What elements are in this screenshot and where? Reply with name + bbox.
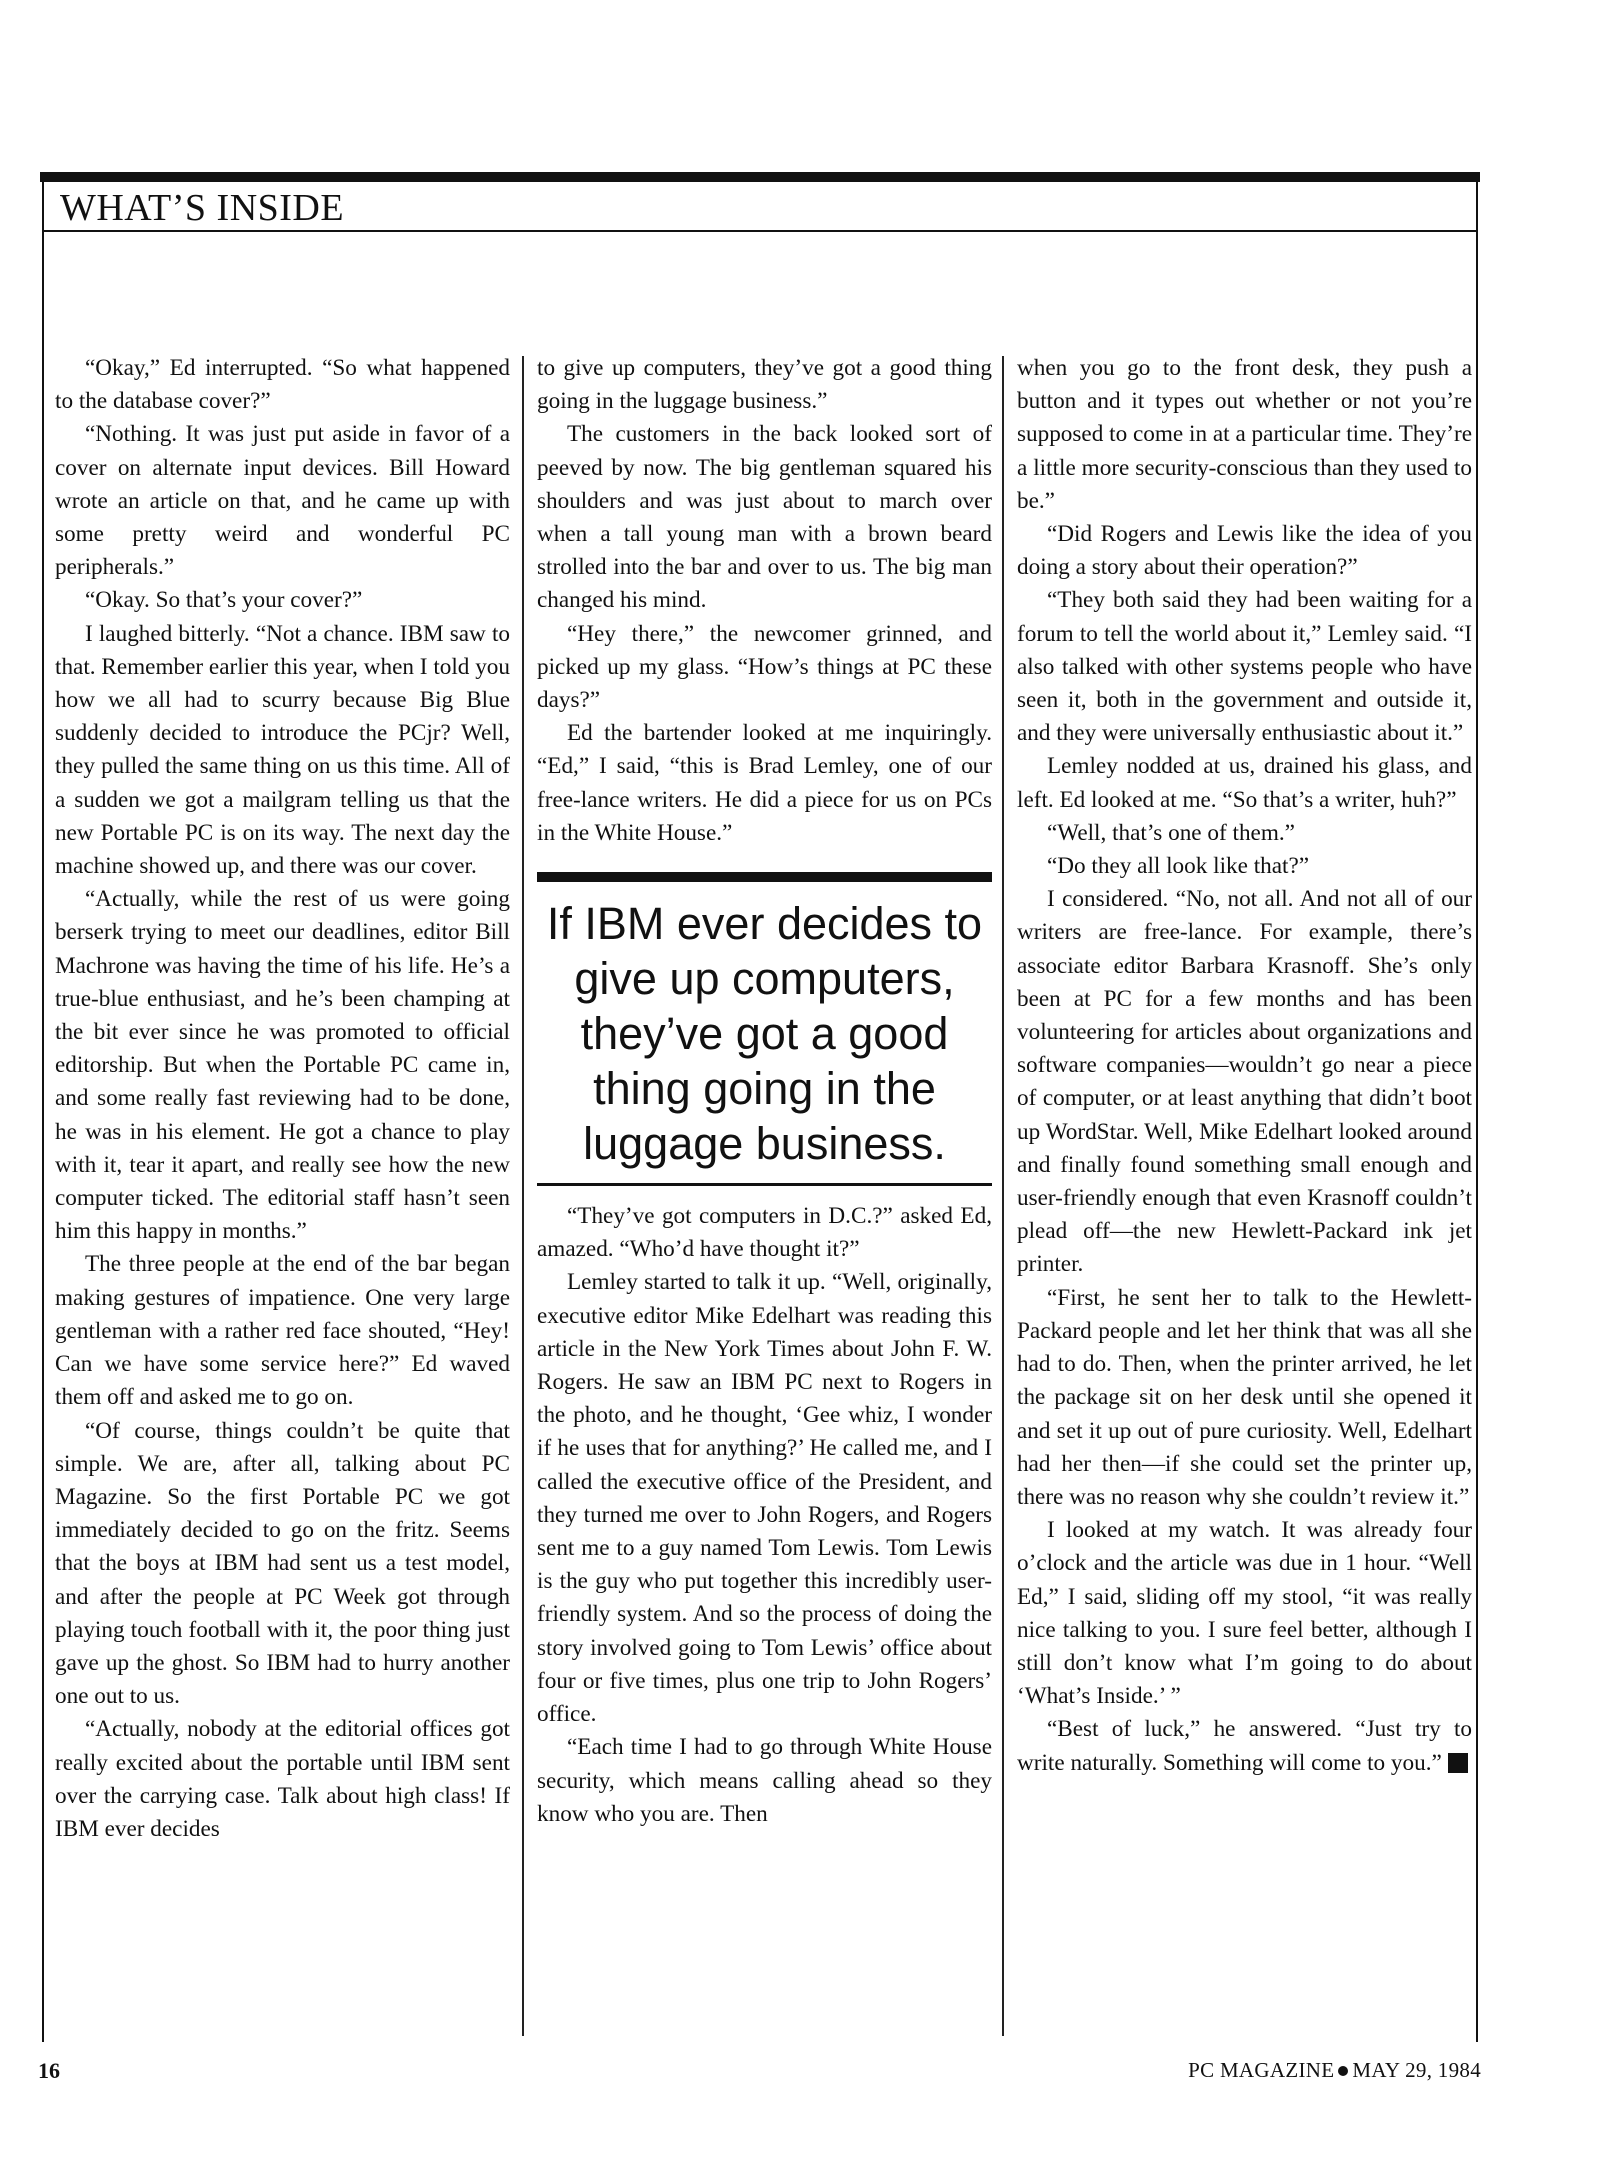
paragraph: Lemley nodded at us, drained his glass, and left. Ed looked at me. “So that’s a writer, huh?” bbox=[1017, 753, 1472, 813]
paragraph: “Each time I had to go through White House security, which means calling ahead so they know who you are. Then bbox=[537, 1734, 992, 1827]
paragraph: “Actually, while the rest of us were going berserk trying to meet our deadlines, editor Bill Machrone was having the time of his life. He’s a true-blue enthusiast, and he’s been champing at the bit ever since he was promoted to official editorship. But when the Portable PC came in, and some really fast reviewing had to be done, he was in his element. He got a chance to play with it, tear it apart, and really see how the new computer ticked. The editorial staff hasn’t seen him this happy in months.” bbox=[55, 886, 510, 1245]
paragraph: Ed the bartender looked at me inquiringly. “Ed,” I said, “this is Brad Lemley, one of our free-lance writers. He did a piece for us on PCs in the White House.” bbox=[537, 720, 992, 846]
running-footer bbox=[1188, 2058, 1481, 2083]
pull-quote: If IBM ever decides to give up computers, they’ve got a good thing going in the luggage business. bbox=[546, 898, 983, 1170]
paragraph-final bbox=[1017, 1713, 1472, 1779]
paragraph: I looked at my watch. It was already four o’clock and the article was due in 1 hour. “Well Ed,” I said, sliding off my stool, “it was really nice talking to you. I sure feel better, although I still don’t know what I’m going to do about ‘What’s Inside.’ ” bbox=[1017, 1517, 1472, 1710]
paragraph: “Do they all look like that?” bbox=[1047, 853, 1310, 880]
paragraph: I considered. “No, not all. And not all of our writers are free-lance. For example, there’s associate editor Barbara Krasnoff. She’s only been at PC for a few months and has been volunteering for articles about organizations and software companies—wouldn’t go near a piece of computer, or at least anything that didn’t boot up WordStar. Well, Mike Edelhart looked around and finally found something small enough and user-friendly enough that even Krasnoff couldn’t plead off—the new Hewlett-Packard ink jet printer. bbox=[1017, 886, 1472, 1278]
publication-name: PC MAGAZINE bbox=[1188, 2058, 1335, 2082]
article-column-2 bbox=[537, 352, 992, 1831]
paragraph: “They’ve got computers in D.C.?” asked Ed, amazed. “Who’d have thought it?” bbox=[537, 1203, 992, 1263]
paragraph: Lemley started to talk it up. “Well, originally, executive editor Mike Edelhart was reading this article in the New York Times about John F. W. Rogers. He saw an IBM PC next to Rogers in the photo, and he thought, ‘Gee whiz, I wonder if he uses that for anything?’ He called me, and I called the executive office of the President, and they turned me over to John Rogers, and Rogers sent me to a guy named Tom Lewis. Tom Lewis is the guy who put together this incredibly user-friendly system. And so the process of doing the story involved going to Tom Lewis’ office about four or five times, plus one trip to John Rogers’ office. bbox=[537, 1269, 992, 1728]
column-divider bbox=[1002, 356, 1004, 2036]
paragraph: The three people at the end of the bar began making gestures of impatience. One very large gentleman with a rather red face shouted, “Hey! Can we have some service here?” Ed waved them off and asked me to go on. bbox=[55, 1251, 510, 1411]
issue-date: MAY 29, 1984 bbox=[1352, 2058, 1481, 2082]
header-rule bbox=[40, 172, 1480, 182]
column-divider bbox=[522, 356, 524, 2036]
section-header bbox=[42, 182, 1478, 232]
paragraph: The customers in the back looked sort of peeved by now. The big gentleman squared his shoulders and was just about to march over when a tall young man with a brown beard strolled into the bar and over to us. The big man changed his mind. bbox=[537, 421, 992, 614]
paragraph: “Okay,” Ed interrupted. “So what happened to the database cover?” bbox=[55, 355, 510, 415]
article-column-3 bbox=[1017, 352, 1472, 1780]
page-number: 16 bbox=[38, 2058, 60, 2083]
frame-right-rule bbox=[1476, 232, 1478, 2042]
paragraph: “Of course, things couldn’t be quite that simple. We are, after all, talking about PC Magazine. So the first Portable PC we got immediately decided to go on the fritz. Seems that the boys at IBM had sent us a test model, and after the people at PC Week got through playing touch football with it, the poor thing just gave up the ghost. So IBM had to hurry another one out to us. bbox=[55, 1417, 510, 1710]
paragraph: “Actually, nobody at the editorial offices got really excited about the portable until IBM sent over the carrying case. Talk about high class! If IBM ever decides bbox=[55, 1716, 510, 1842]
paragraph: “They both said they had been waiting for a forum to tell the world about it,” Lemley said. “I also talked with other systems people who have seen it, both in the government and outside it, and they were universally enthusiastic about it.” bbox=[1017, 587, 1472, 747]
paragraph: “Nothing. It was just put aside in favor of a cover on alternate input devices. Bill Howard wrote an article on that, and he came up with some pretty weird and wonderful PC peripherals.” bbox=[55, 421, 510, 581]
paragraph-text: “Best of luck,” he answered. “Just try to write naturally. Something will come to you.” bbox=[1017, 1716, 1472, 1776]
paragraph: “First, he sent her to talk to the Hewlett-Packard people and let her think that was all she had to do. Then, when the printer arrived, he let the package sit on her desk until she opened it and set it up out of pure curiosity. Well, Edelhart had her then—if she could set the printer up, there was no reason why she couldn’t review it.” bbox=[1017, 1284, 1472, 1510]
bullet-icon bbox=[1338, 2066, 1348, 2076]
paragraph: when you go to the front desk, they push a button and it types out whether or not you’re supposed to come in at a particular time. They’re a little more security-conscious than they used to be.” bbox=[1017, 355, 1472, 514]
paragraph: “Did Rogers and Lewis like the idea of you doing a story about their operation?” bbox=[1017, 521, 1472, 581]
frame-left-rule bbox=[42, 232, 44, 2042]
paragraph: to give up computers, they’ve got a good thing going in the luggage business.” bbox=[537, 355, 992, 415]
section-title: WHAT’S INSIDE bbox=[60, 187, 345, 229]
paragraph: I laughed bitterly. “Not a chance. IBM saw to that. Remember earlier this year, when I told you how we all had to scurry because Big Blue suddenly decided to introduce the PCjr? Well, they pulled the same thing on us this time. All of a sudden we got a mailgram telling us that the new Portable PC is on its way. The next day the machine showed up, and there was our cover. bbox=[55, 620, 510, 880]
paragraph: “Hey there,” the newcomer grinned, and picked up my glass. “How’s things at PC these days?” bbox=[537, 620, 992, 714]
pull-quote-top-rule bbox=[537, 872, 992, 882]
paragraph: “Okay. So that’s your cover?” bbox=[85, 587, 363, 614]
article-column-1 bbox=[55, 352, 510, 1846]
end-mark-icon bbox=[1448, 1753, 1468, 1773]
pull-quote-bottom-rule bbox=[537, 1183, 992, 1186]
paragraph: “Well, that’s one of them.” bbox=[1047, 819, 1295, 846]
